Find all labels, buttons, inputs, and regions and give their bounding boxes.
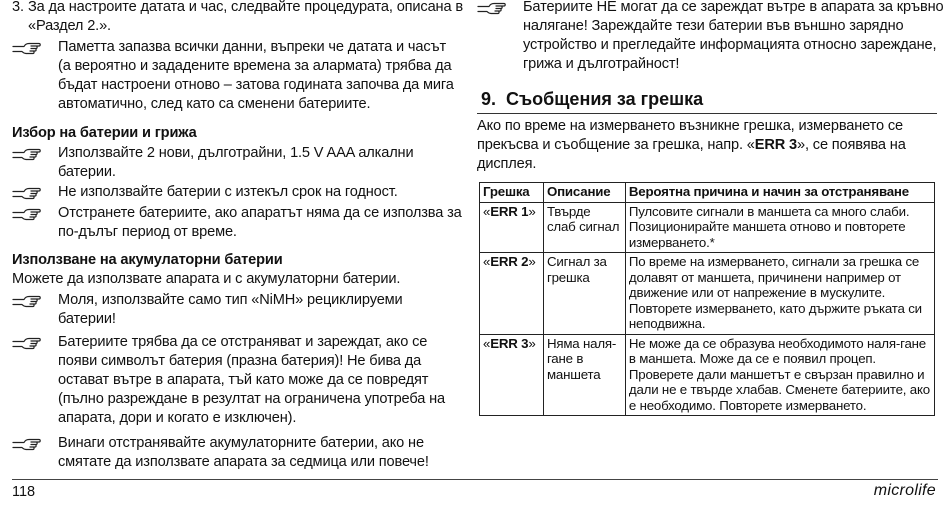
footer-rule (12, 479, 938, 480)
header-error: Грешка (480, 183, 544, 203)
error-code-cell: «ERR 1» (480, 202, 544, 253)
battery-note-1 (12, 144, 443, 182)
section-rule (477, 113, 937, 114)
pointing-hand-icon (12, 148, 42, 162)
pointing-hand-icon (12, 42, 42, 56)
pointing-hand-icon (477, 2, 507, 16)
error-description: Сигнал за грешка (543, 253, 625, 335)
header-description: Описание (543, 183, 625, 203)
step-number: 3. (12, 0, 24, 15)
rechargeable-heading: Използване на акумулаторни батерии (12, 252, 283, 268)
table-row (480, 202, 935, 253)
rechargeable-note-2-text: Батериите трябва да се отстраняват и зареждат, ако се появи символът батерия (празна батерия)! Не бива да остават вътре в апарата, тъй като може да се повредят (пълно разреждане в резултат на ограничена употреба на апарата, дори и когато е изключен). (58, 334, 445, 426)
battery-note-2 (12, 183, 478, 202)
section-title: 9. Съобщения за грешка (481, 89, 704, 109)
table-row (480, 334, 935, 416)
pointing-hand-icon (12, 337, 42, 351)
rechargeable-note-3 (12, 434, 460, 472)
rechargeable-note-1-text: Моля, използвайте само тип «NiMH» рециклируеми батерии! (58, 292, 403, 327)
pointing-hand-icon (12, 438, 42, 452)
battery-heading: Избор на батерии и грижа (12, 125, 197, 141)
pointing-hand-icon (12, 187, 42, 201)
error-description: Твърде слаб сигнал (543, 202, 625, 253)
rechargeable-intro: Можете да използвате апарата и с акумулаторни батерии. (12, 271, 401, 287)
battery-note-2-text: Не използвайте батерии с изтекъл срок на годност. (58, 184, 398, 200)
note-memory-text: Паметта запазва всички данни, въпреки че датата и часът (а вероятно и зададените времена за алармата) трябва да бъдат настроени отново – затова годината започва да мига автоматично, след като са сменени батериите. (58, 39, 454, 112)
header-cause: Вероятна причина и начин за отстраняване (625, 183, 934, 203)
error-description: Няма наля-гане в маншета (543, 334, 625, 416)
step-3-text: За да настроите датата и час, следвайте процедурата, описана в «Раздел 2.». (28, 0, 463, 34)
table-row (480, 253, 935, 335)
table-header-row (480, 183, 935, 203)
battery-note-1-text: Използвайте 2 нови, дълготрайни, 1.5 V AAA алкални батерии. (58, 145, 414, 180)
error-table (479, 182, 935, 416)
battery-note-3 (12, 204, 463, 242)
error-cause: Не може да се образува необходимото наля-гане в маншета. Може да се е появил процеп. Проверете дали маншетът е свързан правилно и дали не е твърде хлабав. Сменете батериите, ако е необходимо. Повторете измерването. (625, 334, 934, 416)
error-intro-after: », се появява на дисплея. (477, 137, 906, 172)
rechargeable-note-2 (12, 333, 460, 428)
pointing-hand-icon (12, 208, 42, 222)
rechargeable-note-3-text: Винаги отстранявайте акумулаторните батерии, ако не смятате да използвате апарата за седмица или повече! (58, 435, 429, 470)
error-cause: По време на измерването, сигнали за грешка се долавят от маншета, причинени например от движение или от напрежение в мускулите. Повторете измерването, като държите ръката си неподвижна. (625, 253, 934, 335)
error-code-cell: «ERR 2» (480, 253, 544, 335)
brand-logo: microlife (873, 482, 936, 499)
error-code: ERR 3 (490, 335, 529, 351)
error-intro-code: ERR 3 (754, 137, 798, 153)
note-memory (12, 38, 460, 114)
pointing-hand-icon (12, 295, 42, 309)
error-intro (477, 117, 939, 174)
error-code-cell: «ERR 3» (480, 334, 544, 416)
battery-note-3-text: Отстранете батериите, ако апаратът няма да се използва за по-дълъг период от време. (58, 205, 462, 240)
error-cause: Пулсовите сигнали в маншета са много слаби. Позиционирайте маншета отново и повторете измерването.* (625, 202, 934, 253)
note-charge-text: Батериите НЕ могат да се зареждат вътре в апарата за кръвно налягане! Зареждайте тези батерии във външно зарядно устройство и прегледайте информацията относно зареждане, грижа и дълготрайност! (523, 0, 944, 72)
step-3 (12, 0, 476, 36)
note-charge (477, 0, 950, 74)
page-number: 118 (12, 484, 36, 500)
rechargeable-note-1 (12, 291, 418, 329)
error-code: ERR 2 (490, 254, 529, 269)
error-intro-before: Ако по време на измерването възникне грешка, измерването се прекъсва и съобщение за грешка, напр. « (477, 118, 904, 153)
error-code: ERR 1 (490, 203, 529, 219)
